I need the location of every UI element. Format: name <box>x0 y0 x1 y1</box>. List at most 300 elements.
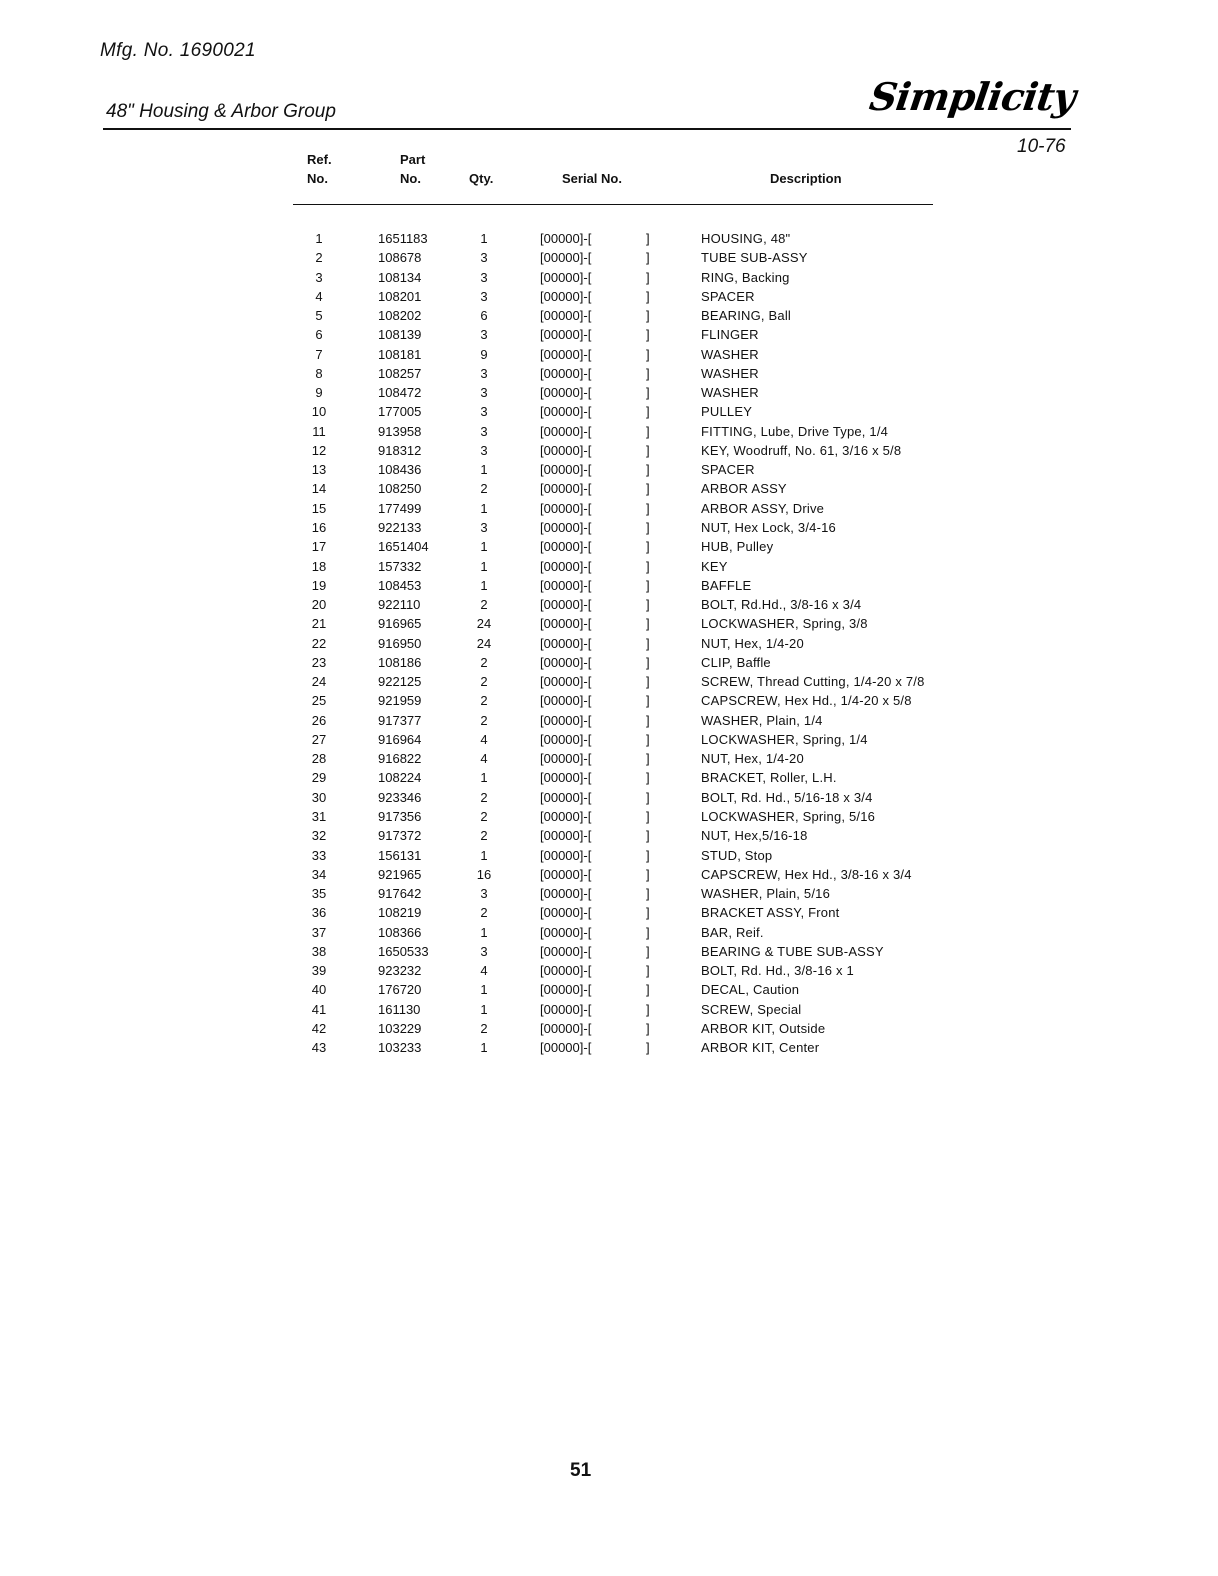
parts-row <box>0 595 1218 614</box>
part-no: 917377 <box>378 712 422 728</box>
parts-row <box>0 402 1218 421</box>
description: WASHER <box>701 346 759 362</box>
serial-bracket: ] <box>646 943 650 959</box>
serial-bracket: ] <box>646 808 650 824</box>
part-no: 108250 <box>378 481 422 497</box>
qty: 3 <box>480 423 488 439</box>
ref-no: 21 <box>311 616 327 632</box>
ref-no: 6 <box>315 327 323 343</box>
description: HUB, Pulley <box>701 539 774 555</box>
description: BOLT, Rd. Hd., 3/8-16 x 1 <box>701 963 854 979</box>
part-no: 177005 <box>378 404 422 420</box>
serial-no: [00000]-[ <box>540 982 592 998</box>
ref-no: 7 <box>315 346 323 362</box>
parts-row <box>0 768 1218 787</box>
ref-no: 15 <box>311 500 327 516</box>
serial-no: [00000]-[ <box>540 751 592 767</box>
part-no: 922125 <box>378 674 422 690</box>
col-header-ref-line1: Ref. <box>307 152 332 167</box>
qty: 1 <box>480 500 488 516</box>
part-no: 917642 <box>378 886 422 902</box>
qty: 3 <box>480 519 488 535</box>
serial-bracket: ] <box>646 558 650 574</box>
serial-no: [00000]-[ <box>540 808 592 824</box>
parts-row <box>0 325 1218 344</box>
serial-no: [00000]-[ <box>540 558 592 574</box>
description: ARBOR KIT, Outside <box>701 1020 826 1036</box>
description: RING, Backing <box>701 269 790 285</box>
qty: 1 <box>480 558 488 574</box>
description: KEY <box>701 558 728 574</box>
parts-row <box>0 537 1218 556</box>
serial-no: [00000]-[ <box>540 539 592 555</box>
ref-no: 43 <box>311 1040 327 1056</box>
serial-no: [00000]-[ <box>540 943 592 959</box>
serial-no: [00000]-[ <box>540 693 592 709</box>
part-no: 108202 <box>378 308 422 324</box>
parts-row <box>0 499 1218 518</box>
parts-row <box>0 1000 1218 1019</box>
parts-row <box>0 903 1218 922</box>
serial-no: [00000]-[ <box>540 481 592 497</box>
serial-bracket: ] <box>646 674 650 690</box>
ref-no: 31 <box>311 808 327 824</box>
ref-no: 5 <box>315 308 323 324</box>
description: FLINGER <box>701 327 759 343</box>
part-no: 157332 <box>378 558 422 574</box>
serial-bracket: ] <box>646 654 650 670</box>
serial-no: [00000]-[ <box>540 886 592 902</box>
description: BRACKET, Roller, L.H. <box>701 770 837 786</box>
parts-row <box>0 287 1218 306</box>
serial-no: [00000]-[ <box>540 346 592 362</box>
serial-bracket: ] <box>646 1001 650 1017</box>
ref-no: 40 <box>311 982 327 998</box>
serial-no: [00000]-[ <box>540 847 592 863</box>
description: STUD, Stop <box>701 847 773 863</box>
serial-no: [00000]-[ <box>540 288 592 304</box>
col-header-ref <box>307 150 332 188</box>
col-header-part-line1: Part <box>400 152 426 167</box>
parts-row <box>0 730 1218 749</box>
serial-bracket: ] <box>646 481 650 497</box>
qty: 4 <box>480 731 488 747</box>
ref-no: 16 <box>311 519 327 535</box>
description: SPACER <box>701 288 755 304</box>
header-rule <box>103 128 1071 130</box>
description: BAR, Reif. <box>701 924 764 940</box>
qty: 2 <box>480 808 488 824</box>
description: SCREW, Thread Cutting, 1/4-20 x 7/8 <box>701 674 925 690</box>
parts-row <box>0 961 1218 980</box>
part-no: 108453 <box>378 577 422 593</box>
description: SPACER <box>701 462 755 478</box>
part-no: 108139 <box>378 327 422 343</box>
part-no: 161130 <box>378 1001 421 1017</box>
serial-bracket: ] <box>646 231 650 246</box>
serial-bracket: ] <box>646 789 650 805</box>
ref-no: 19 <box>311 577 327 593</box>
parts-row <box>0 576 1218 595</box>
brand-logo: Simplicity <box>866 74 1078 119</box>
parts-row <box>0 865 1218 884</box>
serial-no: [00000]-[ <box>540 731 592 747</box>
ref-no: 29 <box>311 770 327 786</box>
ref-no: 8 <box>315 365 323 381</box>
serial-no: [00000]-[ <box>540 712 592 728</box>
ref-no: 30 <box>311 789 327 805</box>
description: BOLT, Rd. Hd., 5/16-18 x 3/4 <box>701 789 873 805</box>
ref-no: 1 <box>315 231 323 246</box>
serial-no: [00000]-[ <box>540 269 592 285</box>
qty: 1 <box>480 770 488 786</box>
ref-no: 25 <box>311 693 327 709</box>
serial-no: [00000]-[ <box>540 674 592 690</box>
qty: 2 <box>480 654 488 670</box>
part-no: 918312 <box>378 442 422 458</box>
serial-bracket: ] <box>646 346 650 362</box>
serial-bracket: ] <box>646 423 650 439</box>
parts-row <box>0 807 1218 826</box>
parts-row <box>0 614 1218 633</box>
part-no: 913958 <box>378 423 422 439</box>
qty: 1 <box>480 1040 488 1056</box>
serial-bracket: ] <box>646 847 650 863</box>
part-no: 921959 <box>378 693 422 709</box>
description: TUBE SUB-ASSY <box>701 250 808 266</box>
mfg-number: Mfg. No. 1690021 <box>100 40 256 61</box>
description: HOUSING, 48" <box>701 231 791 246</box>
ref-no: 18 <box>311 558 327 574</box>
serial-no: [00000]-[ <box>540 423 592 439</box>
qty: 3 <box>480 886 488 902</box>
ref-no: 37 <box>311 924 327 940</box>
qty: 1 <box>480 462 488 478</box>
description: PULLEY <box>701 404 753 420</box>
description: WASHER <box>701 365 759 381</box>
description: NUT, Hex,5/16-18 <box>701 828 808 844</box>
part-no: 103229 <box>378 1020 422 1036</box>
serial-bracket: ] <box>646 288 650 304</box>
ref-no: 35 <box>311 886 327 902</box>
serial-bracket: ] <box>646 751 650 767</box>
qty: 3 <box>480 327 488 343</box>
qty: 3 <box>480 250 488 266</box>
parts-row <box>0 711 1218 730</box>
parts-row <box>0 749 1218 768</box>
parts-row <box>0 557 1218 576</box>
serial-no: [00000]-[ <box>540 635 592 651</box>
part-no: 917356 <box>378 808 422 824</box>
parts-row <box>0 672 1218 691</box>
qty: 1 <box>480 577 488 593</box>
description: BRACKET ASSY, Front <box>701 905 840 921</box>
ref-no: 28 <box>311 751 327 767</box>
qty: 24 <box>476 616 492 632</box>
description: BEARING, Ball <box>701 308 792 324</box>
description: KEY, Woodruff, No. 61, 3/16 x 5/8 <box>701 442 902 458</box>
parts-row <box>0 364 1218 383</box>
qty: 4 <box>480 751 488 767</box>
serial-bracket: ] <box>646 404 650 420</box>
part-no: 923232 <box>378 963 422 979</box>
serial-bracket: ] <box>646 442 650 458</box>
serial-no: [00000]-[ <box>540 789 592 805</box>
parts-row <box>0 653 1218 672</box>
serial-bracket: ] <box>646 866 650 882</box>
serial-no: [00000]-[ <box>540 924 592 940</box>
ref-no: 4 <box>315 288 323 304</box>
qty: 3 <box>480 385 488 401</box>
serial-no: [00000]-[ <box>540 500 592 516</box>
serial-no: [00000]-[ <box>540 308 592 324</box>
parts-row <box>0 345 1218 364</box>
col-header-description: Description <box>770 171 842 186</box>
ref-no: 33 <box>311 847 327 863</box>
description: CAPSCREW, Hex Hd., 3/8-16 x 3/4 <box>701 866 912 882</box>
qty: 2 <box>480 789 488 805</box>
parts-row <box>0 268 1218 287</box>
parts-row <box>0 441 1218 460</box>
parts-row <box>0 826 1218 845</box>
parts-row <box>0 980 1218 999</box>
qty: 2 <box>480 828 488 844</box>
serial-bracket: ] <box>646 905 650 921</box>
ref-no: 27 <box>311 731 327 747</box>
serial-no: [00000]-[ <box>540 462 592 478</box>
serial-no: [00000]-[ <box>540 577 592 593</box>
part-no: 103233 <box>378 1040 422 1056</box>
description: ARBOR ASSY <box>701 481 787 497</box>
qty: 2 <box>480 674 488 690</box>
part-no: 108134 <box>378 269 422 285</box>
parts-row <box>0 1019 1218 1038</box>
revision-date: 10-76 <box>1017 136 1066 157</box>
qty: 4 <box>480 963 488 979</box>
serial-bracket: ] <box>646 462 650 478</box>
description: LOCKWASHER, Spring, 1/4 <box>701 731 868 747</box>
parts-row <box>0 691 1218 710</box>
serial-bracket: ] <box>646 731 650 747</box>
serial-no: [00000]-[ <box>540 327 592 343</box>
ref-no: 26 <box>311 712 327 728</box>
serial-bracket: ] <box>646 385 650 401</box>
col-header-qty: Qty. <box>469 171 494 186</box>
part-no: 108472 <box>378 385 422 401</box>
ref-no: 22 <box>311 635 327 651</box>
ref-no: 14 <box>311 481 327 497</box>
part-no: 922133 <box>378 519 422 535</box>
parts-row <box>0 518 1218 537</box>
description: WASHER, Plain, 1/4 <box>701 712 823 728</box>
qty: 2 <box>480 1020 488 1036</box>
serial-bracket: ] <box>646 577 650 593</box>
description: CLIP, Baffle <box>701 654 771 670</box>
qty: 1 <box>480 982 488 998</box>
ref-no: 24 <box>311 674 327 690</box>
serial-bracket: ] <box>646 597 650 613</box>
group-title: 48" Housing & Arbor Group <box>106 101 336 122</box>
qty: 2 <box>480 693 488 709</box>
serial-no: [00000]-[ <box>540 404 592 420</box>
qty: 1 <box>480 539 488 555</box>
qty: 1 <box>480 847 488 863</box>
ref-no: 17 <box>311 539 327 555</box>
parts-row <box>0 422 1218 441</box>
ref-no: 9 <box>315 385 323 401</box>
serial-bracket: ] <box>646 828 650 844</box>
ref-no: 10 <box>311 404 327 420</box>
part-no: 108181 <box>378 346 422 362</box>
serial-no: [00000]-[ <box>540 1040 592 1056</box>
part-no: 108436 <box>378 462 422 478</box>
ref-no: 36 <box>311 905 327 921</box>
parts-row <box>0 229 1218 248</box>
qty: 3 <box>480 943 488 959</box>
qty: 1 <box>480 1001 488 1017</box>
parts-row <box>0 634 1218 653</box>
part-no: 177499 <box>378 500 422 516</box>
col-header-ref-line2: No. <box>307 171 328 186</box>
part-no: 108366 <box>378 924 422 940</box>
serial-bracket: ] <box>646 500 650 516</box>
ref-no: 34 <box>311 866 327 882</box>
parts-row <box>0 383 1218 402</box>
qty: 3 <box>480 365 488 381</box>
description: CAPSCREW, Hex Hd., 1/4-20 x 5/8 <box>701 693 912 709</box>
serial-bracket: ] <box>646 308 650 324</box>
part-no: 1650533 <box>378 943 429 959</box>
description: BOLT, Rd.Hd., 3/8-16 x 3/4 <box>701 597 862 613</box>
qty: 2 <box>480 905 488 921</box>
serial-bracket: ] <box>646 539 650 555</box>
part-no: 108678 <box>378 250 422 266</box>
part-no: 916964 <box>378 731 422 747</box>
parts-row <box>0 1038 1218 1057</box>
serial-no: [00000]-[ <box>540 597 592 613</box>
qty: 2 <box>480 481 488 497</box>
description: NUT, Hex, 1/4-20 <box>701 635 804 651</box>
serial-bracket: ] <box>646 616 650 632</box>
part-no: 916822 <box>378 751 422 767</box>
serial-no: [00000]-[ <box>540 616 592 632</box>
description: LOCKWASHER, Spring, 3/8 <box>701 616 868 632</box>
parts-row <box>0 923 1218 942</box>
qty: 3 <box>480 404 488 420</box>
column-header-rule <box>293 204 933 205</box>
description: BAFFLE <box>701 577 752 593</box>
serial-no: [00000]-[ <box>540 231 592 246</box>
part-no: 921965 <box>378 866 422 882</box>
serial-no: [00000]-[ <box>540 828 592 844</box>
qty: 16 <box>476 866 492 882</box>
serial-bracket: ] <box>646 982 650 998</box>
serial-no: [00000]-[ <box>540 1020 592 1036</box>
qty: 9 <box>480 346 488 362</box>
qty: 24 <box>476 635 492 651</box>
description: WASHER, Plain, 5/16 <box>701 886 831 902</box>
ref-no: 3 <box>315 269 323 285</box>
serial-no: [00000]-[ <box>540 654 592 670</box>
serial-bracket: ] <box>646 924 650 940</box>
serial-bracket: ] <box>646 1040 650 1056</box>
serial-bracket: ] <box>646 519 650 535</box>
parts-row <box>0 884 1218 903</box>
ref-no: 2 <box>315 250 323 266</box>
ref-no: 23 <box>311 654 327 670</box>
description: SCREW, Special <box>701 1001 802 1017</box>
qty: 1 <box>480 924 488 940</box>
qty: 2 <box>480 712 488 728</box>
parts-row <box>0 460 1218 479</box>
part-no: 108257 <box>378 365 422 381</box>
ref-no: 41 <box>311 1001 327 1017</box>
serial-no: [00000]-[ <box>540 866 592 882</box>
part-no: 1651183 <box>378 231 428 246</box>
description: ARBOR KIT, Center <box>701 1040 820 1056</box>
ref-no: 39 <box>311 963 327 979</box>
ref-no: 20 <box>311 597 327 613</box>
ref-no: 42 <box>311 1020 327 1036</box>
col-header-part-line2: No. <box>400 171 421 186</box>
description: LOCKWASHER, Spring, 5/16 <box>701 808 876 824</box>
serial-bracket: ] <box>646 635 650 651</box>
ref-no: 32 <box>311 828 327 844</box>
part-no: 917372 <box>378 828 422 844</box>
ref-no: 12 <box>311 442 327 458</box>
parts-row <box>0 306 1218 325</box>
qty: 3 <box>480 442 488 458</box>
serial-no: [00000]-[ <box>540 905 592 921</box>
parts-row <box>0 942 1218 961</box>
parts-row <box>0 846 1218 865</box>
description: ARBOR ASSY, Drive <box>701 500 825 516</box>
serial-bracket: ] <box>646 1020 650 1036</box>
description: NUT, Hex, 1/4-20 <box>701 751 804 767</box>
ref-no: 38 <box>311 943 327 959</box>
part-no: 1651404 <box>378 539 429 555</box>
ref-no: 11 <box>312 423 326 439</box>
serial-bracket: ] <box>646 693 650 709</box>
serial-no: [00000]-[ <box>540 519 592 535</box>
serial-no: [00000]-[ <box>540 770 592 786</box>
serial-bracket: ] <box>646 365 650 381</box>
part-no: 156131 <box>378 847 422 863</box>
parts-row <box>0 479 1218 498</box>
serial-bracket: ] <box>646 250 650 266</box>
part-no: 108219 <box>378 905 422 921</box>
col-header-part <box>400 150 425 188</box>
serial-bracket: ] <box>646 327 650 343</box>
description: WASHER <box>701 385 759 401</box>
serial-bracket: ] <box>646 269 650 285</box>
qty: 3 <box>480 288 488 304</box>
serial-no: [00000]-[ <box>540 1001 592 1017</box>
parts-list <box>0 229 1218 1057</box>
serial-no: [00000]-[ <box>540 365 592 381</box>
part-no: 108201 <box>378 288 422 304</box>
serial-bracket: ] <box>646 712 650 728</box>
qty: 1 <box>480 231 488 246</box>
part-no: 108186 <box>378 654 422 670</box>
qty: 3 <box>480 269 488 285</box>
serial-no: [00000]-[ <box>540 442 592 458</box>
page-number: 51 <box>570 1460 592 1481</box>
serial-no: [00000]-[ <box>540 250 592 266</box>
parts-row <box>0 788 1218 807</box>
part-no: 176720 <box>378 982 422 998</box>
description: FITTING, Lube, Drive Type, 1/4 <box>701 423 889 439</box>
